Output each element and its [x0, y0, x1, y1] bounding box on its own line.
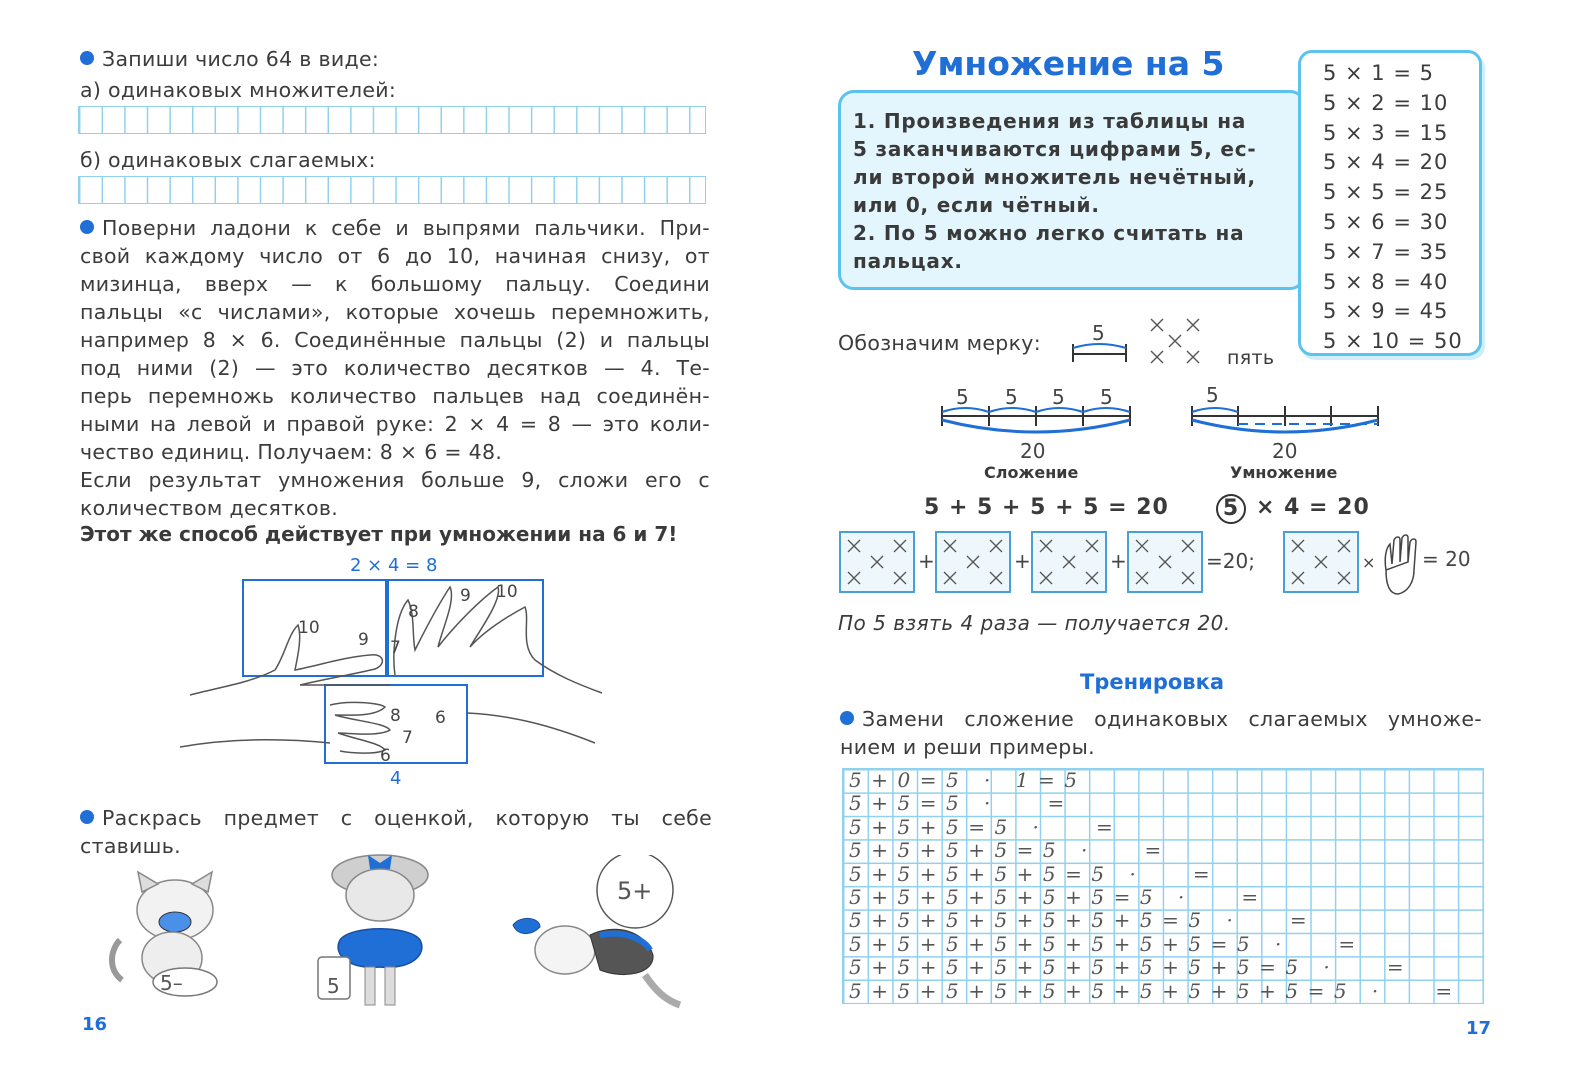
answer-grid-b[interactable]	[78, 176, 706, 204]
five-stars-icon	[1145, 315, 1215, 367]
multiplication-equation: × 4 = 20	[1256, 495, 1370, 520]
grade-label: 5–	[160, 971, 183, 995]
text-line: Замени сложение одинаковых слагаемых умноже-	[840, 705, 1482, 733]
task1-intro: Запиши число 64 в виде:	[80, 45, 379, 73]
rules-box	[838, 90, 1306, 290]
equals-twenty-2: = 20	[1422, 547, 1471, 571]
addition-equation: 5 + 5 + 5 + 5 = 20	[924, 495, 1169, 520]
exercise-grid[interactable]	[842, 768, 1484, 1004]
finger-number: 10	[298, 618, 320, 638]
stars-boxes-row	[838, 530, 1498, 598]
plus-sign: +	[918, 549, 935, 573]
five-stars-box	[1128, 532, 1202, 592]
rule-line: или 0, если чётный.	[853, 193, 1100, 217]
segment-label: 5	[1005, 385, 1018, 409]
cat-illustration-3[interactable]	[505, 855, 695, 1015]
text-line: ставишь.	[80, 834, 181, 858]
rule-line: ли второй множитель нечётный,	[853, 165, 1256, 189]
circled-five: 5	[1216, 494, 1246, 524]
finger-number: 7	[402, 728, 413, 748]
text-line: под ними (2) — это количество десятков — 4. Те-	[80, 356, 710, 380]
text-line: свой каждому число от 6 до 10, начиная снизу, от	[80, 244, 710, 268]
table-lines	[1323, 59, 1463, 357]
exercise-row[interactable]: 5+5+5=5 · =	[849, 814, 1123, 839]
bullet-icon	[80, 51, 94, 65]
five-stars-box	[1284, 532, 1358, 592]
text-line: ными на левой и правой руке: 2 × 4 = 8 — это коли-	[80, 412, 710, 436]
exercise-row[interactable]: 5+5+5+5=5 · =	[849, 838, 1171, 863]
mult-segment-label: 5	[1206, 383, 1219, 407]
finger-number: 6	[435, 708, 446, 728]
training-title: Тренировка	[1080, 670, 1224, 694]
five-stars-box	[1032, 532, 1106, 592]
multiplication-total: 20	[1272, 439, 1298, 463]
table-row: 5 × 7 = 35	[1323, 239, 1449, 264]
exercise-row[interactable]: 5+5+5+5+5+5+5+5+5=5 · =	[849, 955, 1414, 980]
segment-label: 5	[1052, 385, 1065, 409]
exercise-lines	[849, 769, 1462, 1003]
table-row: 5 × 4 = 20	[1323, 150, 1449, 175]
table-row: 5 × 5 = 25	[1323, 180, 1449, 205]
addition-caption: Сложение	[984, 463, 1079, 482]
exercise-row[interactable]: 5+5+5+5+5+5+5+5+5+5=5 · =	[849, 978, 1462, 1003]
bold-note: Этот же способ действует при умножении на 6 и 7!	[80, 522, 678, 546]
measure-label: Обозначим мерку:	[838, 331, 1041, 355]
page-number-left: 16	[82, 1014, 108, 1035]
table-row: 5 × 10 = 50	[1323, 329, 1463, 354]
exercise-row[interactable]: 5+5+5+5+5+5+5=5 · =	[849, 908, 1317, 933]
text-line: пальцы «с числами», которые хочешь перемножить,	[80, 300, 710, 324]
multiplication-caption: Умножение	[1230, 463, 1338, 482]
text-line: Раскрась предмет с оценкой, которую ты себе	[80, 804, 712, 832]
addition-total: 20	[1020, 439, 1046, 463]
summary-text: По 5 взять 4 раза — получается 20.	[838, 611, 1231, 635]
bullet-icon	[840, 711, 854, 725]
text-line: Если результат умножения больше 9, сложи его с	[80, 468, 710, 492]
finger-number: 9	[460, 586, 471, 606]
finger-number: 6	[380, 746, 391, 766]
exercise-row[interactable]: 5+5+5+5+5+5+5+5=5 · =	[849, 931, 1365, 956]
table-row: 5 × 2 = 10	[1323, 90, 1449, 115]
hands-figure	[180, 575, 610, 775]
grade-label: 5+	[617, 877, 653, 905]
measure-segment	[1068, 318, 1132, 368]
finger-number: 7	[390, 638, 401, 658]
exercise-row[interactable]: 5+5+5+5+5+5=5 · =	[849, 884, 1268, 909]
text-line: мизинца, вверх — к большому пальцу. Соедини	[80, 272, 710, 296]
table-row: 5 × 8 = 40	[1323, 269, 1449, 294]
grade-label: 5	[327, 974, 340, 998]
exercise-row[interactable]: 5+5=5 · =	[849, 791, 1074, 816]
measure-word: пять	[1227, 347, 1275, 369]
exercise-row[interactable]: 5+0=5 · 1=5	[849, 768, 1087, 792]
text-line: перь перемножь количество пальцев над соединён-	[80, 384, 710, 408]
segment-label: 5	[1100, 385, 1113, 409]
equals-twenty: =20;	[1206, 549, 1255, 573]
task1-b-label: б) одинаковых слагаемых:	[80, 148, 376, 172]
task1-a-label: а) одинаковых множителей:	[80, 78, 397, 102]
page-number-right: 17	[1466, 1018, 1492, 1039]
times-sign: ×	[1362, 553, 1376, 572]
text-line: например 8 × 6. Соединённые пальцы (2) и пальцы	[80, 328, 710, 352]
finger-number: 8	[408, 602, 419, 622]
rule-line: 5 заканчиваются цифрами 5, ес-	[853, 137, 1257, 161]
five-stars-box	[840, 532, 914, 592]
cat-illustration-2[interactable]	[310, 845, 450, 1015]
text-line: Поверни ладони к себе и выпрями пальчики. При-	[80, 214, 710, 242]
exercise-row[interactable]: 5+5+5+5+5=5 · =	[849, 861, 1220, 886]
hand-icon	[1385, 535, 1416, 594]
text-line: количеством десятков.	[80, 496, 339, 520]
finger-number: 10	[496, 582, 518, 602]
five-stars-box	[936, 532, 1010, 592]
page-title: Умножение на 5	[912, 44, 1225, 83]
rule-line: пальцах.	[853, 249, 963, 273]
measure-value: 5	[1092, 321, 1105, 345]
multiplication-table	[1298, 50, 1482, 356]
rule-line: 2. По 5 можно легко считать на	[853, 221, 1245, 245]
cat-illustration-1[interactable]	[100, 870, 260, 1010]
bullet-icon	[80, 220, 94, 234]
table-row: 5 × 9 = 45	[1323, 299, 1449, 324]
table-row: 5 × 6 = 30	[1323, 209, 1449, 234]
figure-top-label: 2 × 4 = 8	[350, 555, 438, 576]
text-line: нием и реши примеры.	[840, 735, 1095, 759]
plus-sign: +	[1014, 549, 1031, 573]
bullet-icon	[80, 810, 94, 824]
segment-label: 5	[956, 385, 969, 409]
plus-sign: +	[1110, 549, 1127, 573]
training-instruction	[840, 705, 1482, 761]
task2-paragraph	[80, 214, 710, 522]
figure-bottom-label: 4	[390, 768, 402, 789]
text-line: чество единиц. Получаем: 8 × 6 = 48.	[80, 440, 503, 464]
table-row: 5 × 3 = 15	[1323, 120, 1449, 145]
finger-number: 8	[390, 706, 401, 726]
table-row: 5 × 1 = 5	[1323, 61, 1434, 85]
answer-grid-a[interactable]	[78, 106, 706, 134]
rule-line: 1. Произведения из таблицы на	[853, 109, 1247, 133]
finger-number: 9	[358, 630, 369, 650]
rules-text	[853, 107, 1281, 275]
